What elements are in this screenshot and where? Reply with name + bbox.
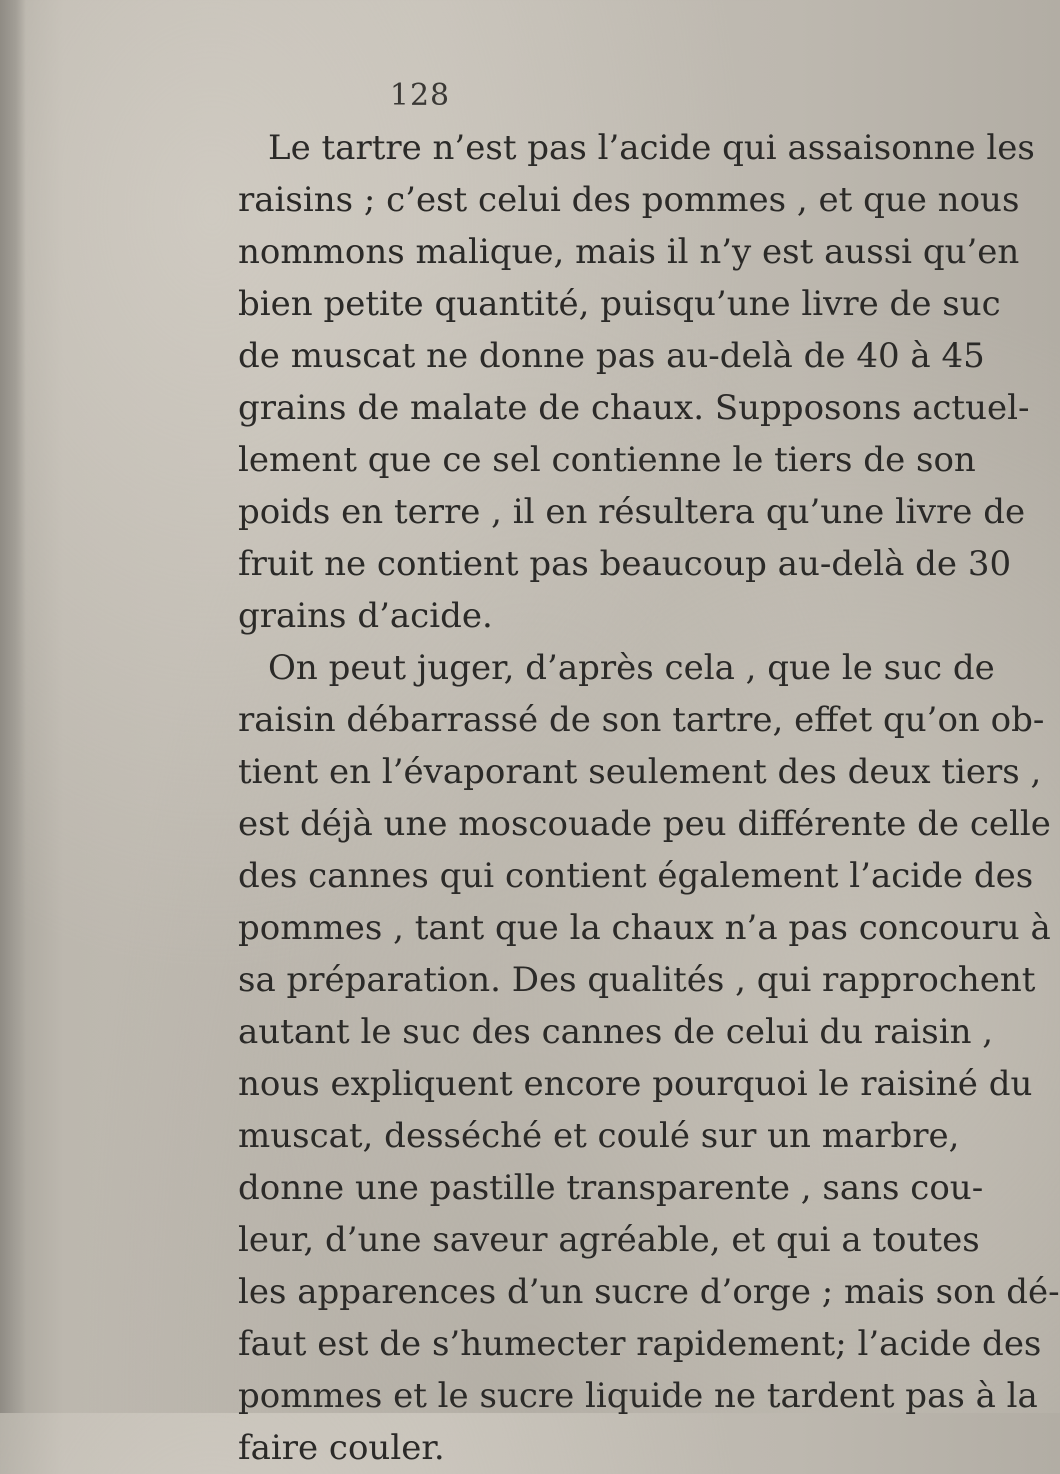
text-line: nommons malique, mais il n’y est aussi qu’en [238, 232, 1020, 272]
text-line: pommes et le sucre liquide ne tardent pas à la [238, 1376, 1038, 1416]
text-line: grains de malate de chaux. Supposons actuel- [238, 388, 1030, 428]
text-line: sa préparation. Des qualités , qui rapprochent [238, 960, 1036, 1000]
text-line: nous expliquent encore pourquoi le raisiné du [238, 1064, 1033, 1104]
text-line: grains d’acide. [238, 596, 493, 636]
text-line: muscat, desséché et coulé sur un marbre, [238, 1116, 960, 1156]
text-line: fruit ne contient pas beaucoup au-delà de 30 [238, 544, 1012, 584]
page-number: 128 [389, 78, 451, 113]
text-line: raisins ; c’est celui des pommes , et que nous [238, 180, 1020, 220]
text-line: de muscat ne donne pas au-delà de 40 à 45 [238, 336, 985, 376]
text-line: des cannes qui contient également l’acide des [238, 856, 1034, 896]
body-text [238, 122, 1060, 1474]
text-line: raisin débarrassé de son tartre, effet qu’on ob- [238, 700, 1045, 740]
text-line: donne une pastille transparente , sans cou- [238, 1168, 984, 1208]
paragraph-1 [238, 122, 1035, 642]
text-line: Le tartre n’est pas l’acide qui assaisonne les [268, 128, 1035, 168]
text-line: faut est de s’humecter rapidement; l’acide des [238, 1324, 1042, 1364]
text-line: tient en l’évaporant seulement des deux tiers , [238, 752, 1042, 792]
page-edge-shadow [0, 0, 26, 1413]
text-line: leur, d’une saveur agréable, et qui a toutes [238, 1220, 980, 1260]
text-line: bien petite quantité, puisqu’une livre de suc [238, 284, 1001, 324]
text-line: autant le suc des cannes de celui du raisin , [238, 1012, 994, 1052]
text-line: lement que ce sel contienne le tiers de son [238, 440, 976, 480]
text-line: poids en terre , il en résultera qu’une livre de [238, 492, 1026, 532]
text-line: pommes , tant que la chaux n’a pas concouru à [238, 908, 1051, 948]
text-line: est déjà une moscouade peu différente de celle [238, 804, 1051, 844]
text-line: On peut juger, d’après cela , que le suc de [268, 648, 995, 688]
text-line: faire couler. [238, 1428, 445, 1468]
paragraph-2 [238, 642, 1060, 1474]
text-line: les apparences d’un sucre d’orge ; mais son dé- [238, 1272, 1060, 1312]
